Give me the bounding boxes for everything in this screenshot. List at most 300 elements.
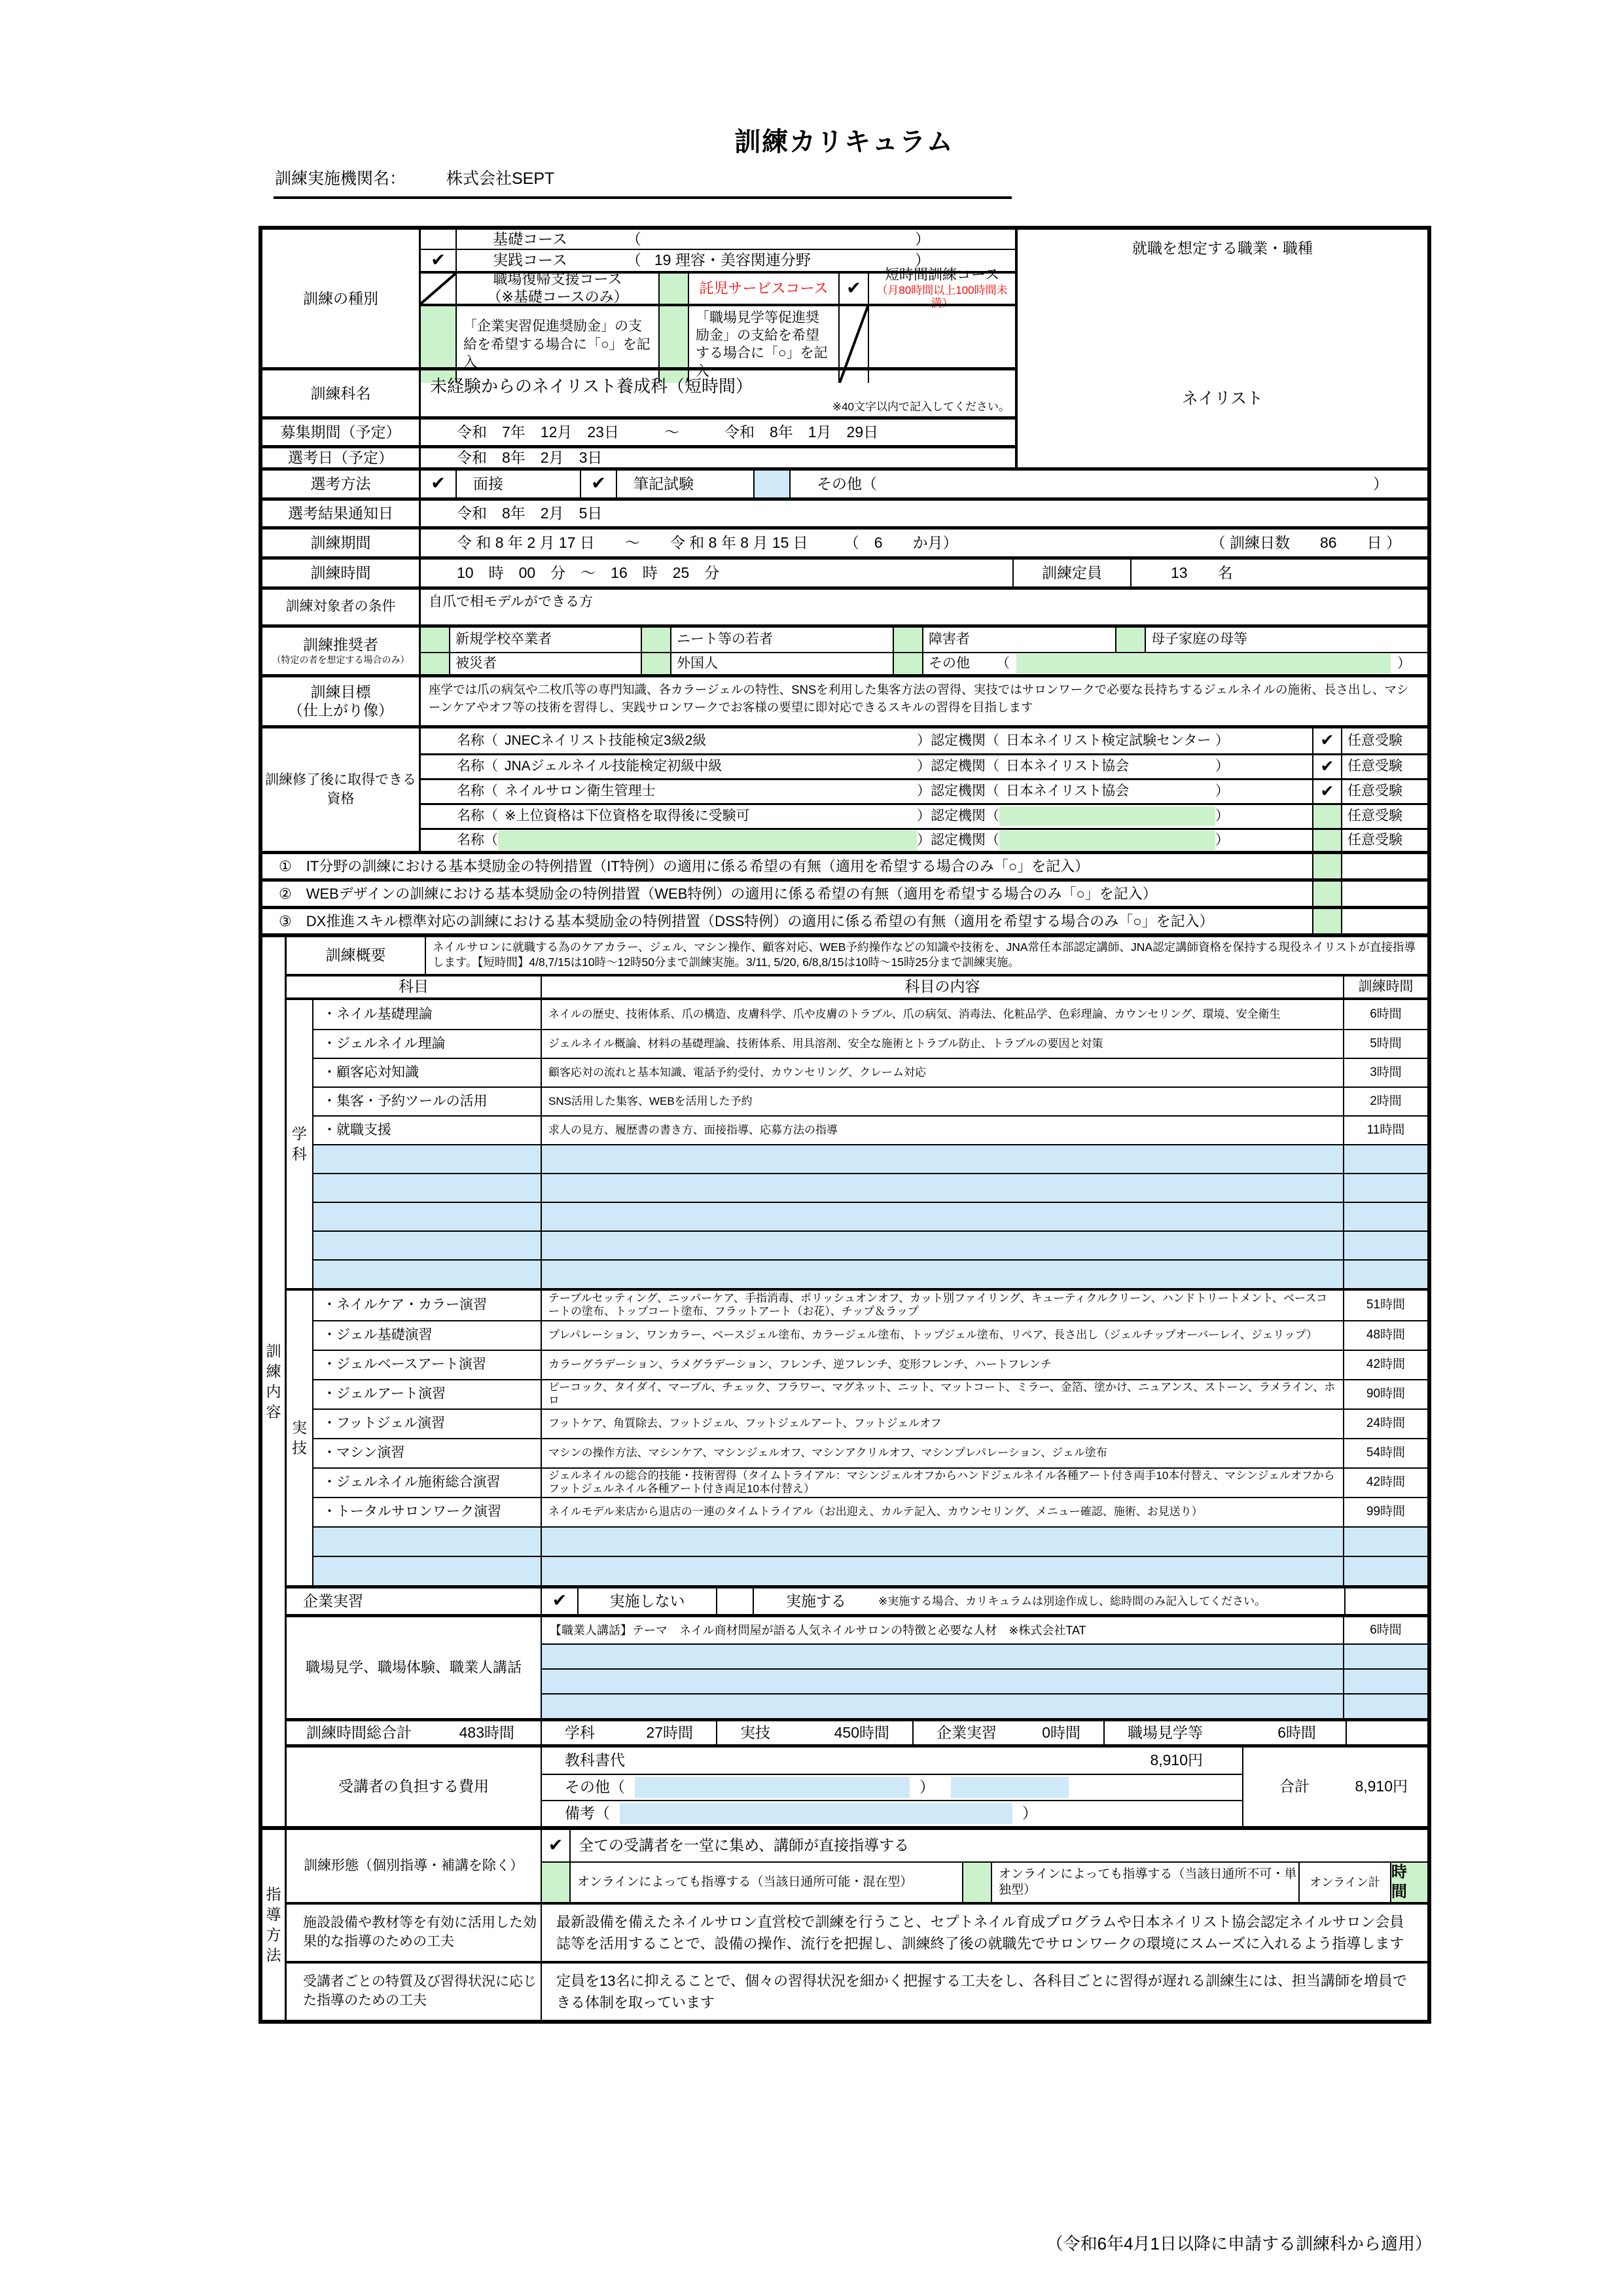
childcare-course-label [689,274,840,304]
subject-row [313,1000,1427,1029]
online-total-label: オンライン計 [1300,1863,1391,1902]
paren: ） [919,1778,935,1796]
overview-row [287,937,1427,974]
other-recommended-label: その他 [929,655,970,671]
other-method-label: その他（ [817,475,877,492]
dss-exception-row [262,906,1427,933]
subject-row [313,1086,1427,1115]
training-period-label: 訓練期間 [262,529,421,556]
checkmark-icon: ✔ [552,1590,567,1611]
totals-workplace-cell [1105,1721,1347,1744]
subject-name [313,1203,542,1230]
qualification-name: JNAジェルネイル技能検定初級中級 [505,759,722,774]
paren: ） [1215,783,1229,799]
practical-course-field: 19 理容・美容関連分野 [654,251,811,269]
subject-name [313,1174,542,1202]
subject-hours [1344,1557,1427,1585]
basic-course-checkbox [421,230,457,249]
course-name-note: ※40文字以内で記入してください。 [832,400,1010,413]
paren: ） [1022,1804,1037,1822]
selection-method-row [262,467,1427,497]
name-label: 名称（ [457,783,498,799]
curriculum-form-table [259,226,1431,2024]
new-graduate-checkbox [421,628,450,652]
target-label: 訓練対象者の条件 [262,590,421,624]
qualification-name-field [498,831,917,850]
optional-exam-checkbox [1312,830,1342,851]
subject-content [542,1174,1344,1202]
training-period-value: 令 和 8 年 2 月 17 日 ～ 令 和 8 年 8 月 15 日 [457,533,808,551]
subject-name [313,1528,542,1556]
foreigner-label: 外国人 [671,653,894,674]
method-section-label [262,1830,287,2020]
subject-hours [1344,1232,1427,1259]
qualification-org-field [999,806,1215,826]
other-method-checkbox [755,471,791,497]
totals-label: 訓練時間総合計 [306,1723,412,1741]
checkmark-icon: ✔ [1320,757,1334,776]
gakka-rows [313,1000,1427,1288]
subject-name: ・ジェルネイル施術総合演習 [313,1469,542,1497]
label: 企業実習 [936,1723,997,1741]
recommended-row [262,624,1427,674]
paren: （ [626,251,641,269]
subject-content [542,1261,1344,1288]
paren: ） [915,230,930,247]
subject-content: 求人の見方、履歴書の書き方、面接指導、応募方法の指導 [542,1117,1344,1144]
optional-exam-checkbox [1312,805,1342,828]
overview-label: 訓練概要 [287,937,426,974]
training-hours-value: 10 時 00 分 ～ 16 時 25 分 [421,560,1014,586]
subject-content: ネイルモデル来店から退店の一連のタイムトライアル（お出迎え、カルテ記入、カウンセリング、メニュー確認、施術、お見送り） [542,1498,1344,1526]
internship-no-label: 実施しない [579,1588,717,1614]
subject-row [313,1467,1427,1497]
subject-content: ピーコック、タイダイ、マーブル、チェック、フラワー、マグネット、ニット、マットコート、ミラー、金箔、塗かけ、ニュアンス、ストーン、ラメライン、ホロ [542,1380,1344,1408]
facility-text: 最新設備を備えたネイルサロン直営校で訓練を行うこと、セプトネイル育成プログラムや日本ネイリスト協会認定ネイルサロン会員誌等を活用することで、設備の操作、流行を把握し、訓練終了後の就職先でサロンワークの環境にスムーズに入れるよう指導します [556,1913,1404,1952]
subject-name [313,1261,542,1288]
org-label: ）認定機関（ [917,808,999,824]
subject-hours: 42時間 [1366,1475,1406,1490]
selection-date-value: 令和 8年 2月 3日 [457,449,603,466]
individual-row [287,1961,1427,2020]
empty-cell [542,1695,1344,1718]
training-form-label: 訓練形態（個別指導・補講を除く） [287,1830,542,1902]
new-graduate-label: 新規学校卒業者 [450,628,642,652]
empty-cell [542,1670,1344,1693]
value: 0時間 [1042,1723,1080,1741]
online-solo-label: オンラインによっても指導する（当該日通所不可・単独型） [992,1863,1300,1902]
workplace-empty-row [542,1643,1427,1668]
organization-line [275,169,554,189]
goal-sublabel: （仕上がり像） [288,702,393,719]
subject-hours: 51時間 [1366,1298,1406,1312]
value: 27時間 [646,1723,693,1741]
result-date-value: 令和 8年 2月 5日 [457,504,603,522]
internship-row [287,1585,1427,1614]
subject-hours: 99時間 [1366,1505,1406,1519]
subject-content [542,1145,1344,1173]
recruit-period-label: 募集期間（予定） [262,420,421,445]
subject-hours: 3時間 [1370,1065,1402,1079]
optional-exam-checkbox [1312,728,1342,753]
paren: ） [1397,655,1411,671]
selection-method-label: 選考方法 [262,471,421,497]
qualifications-row [262,725,1427,851]
disaster-victim-label: 被災者 [450,653,642,674]
qualification-name: JNECネイリスト技能検定3級2級 [505,732,707,748]
subject-name: ・集客・予約ツールの活用 [313,1088,542,1115]
subject-content: テーブルセッティング、ニッパーケア、手指消毒、ポリッシュオンオフ、カット別ファイリング、キューティクルクリーン、ハンドトリートメント、ベースコートの塗布、トップコート塗布、フラットアート（お花）、チップ＆ラップ [542,1291,1344,1320]
goal-label-cell [262,677,421,725]
textbook-label: 教科書代 [565,1751,625,1769]
subject-row [313,1115,1427,1144]
subject-content: ネイルの歴史、技術体系、爪の構造、皮膚科学、爪や皮膚のトラブル、爪の病気、消毒法、化粧品学、色彩理論、カウンセリング、環境、安全衛生 [542,1000,1344,1029]
single-mother-label: 母子家庭の母等 [1151,632,1247,647]
subject-hours [1344,1261,1427,1288]
disabled-label: 障害者 [923,628,1116,652]
single-mother-checkbox [1116,628,1146,652]
costs-block [287,1744,1427,1826]
subject-content: マシンの操作方法、マシンケア、マシンジェルオフ、マシンアクリルオフ、マシンプレパレーション、ジェル塗布 [542,1439,1344,1467]
subject-row [313,1058,1427,1086]
empty-cell [1344,1645,1427,1668]
training-hours-row [262,556,1427,586]
gakka-label [287,1000,313,1288]
goal-row [262,674,1427,725]
subject-row [313,1526,1427,1556]
result-date-row [262,497,1427,526]
subject-hours: 90時間 [1366,1387,1406,1401]
dss-exception-text: ③ DX推進スキル標準対応の訓練における基本奨励金の特例措置（DSS特例）の適用に係る希望の有無（適用を希望する場合のみ「○」を記入） [279,912,1214,929]
online-solo-checkbox [963,1863,992,1902]
paren: （ [996,655,1010,671]
org-label: ）認定機関（ [917,732,999,748]
remarks-row [542,1800,1242,1826]
optional-exam-label: 任意受験 [1347,808,1402,824]
it-exception-row [262,851,1427,878]
workplace-empty-row [542,1668,1427,1693]
org-label: ）認定機関（ [917,759,999,774]
subject-content: 顧客応対の流れと基本知識、電話予約受付、カウンセリング、クレーム対応 [542,1059,1344,1086]
optional-exam-checkbox [1312,780,1342,803]
optional-exam-label: 任意受験 [1347,832,1402,848]
facility-label: 施設設備や教材等を有効に活用した効果的な指導のための工夫 [287,1905,542,1961]
training-days-value: （ 訓練日数 86 日 ） [1210,533,1401,551]
course-name-cell [421,370,1015,416]
other-cost-field [635,1777,910,1798]
capacity-label: 訓練定員 [1014,560,1132,586]
other-recommended-field [1016,654,1391,673]
subject-name: ・ジェルアート演習 [313,1380,542,1408]
goal-label: 訓練目標 [310,683,371,700]
label: 託児サービスコース [699,279,829,296]
totals-value: 483時間 [459,1723,514,1741]
subject-name: ・ネイル基礎理論 [313,1000,542,1029]
subject-name: ・ジェル基礎演習 [313,1321,542,1350]
internship-no-checkbox [542,1588,579,1614]
totals-gakka-cell [542,1721,717,1744]
lecture-text: 【職業人講話】テーマ ネイル商材問屋が語る人気ネイルサロンの特徴と必要な人材 ※株式会社TAT [542,1617,1344,1643]
short-course-checkbox [840,274,869,304]
interview-label: 面接 [457,471,581,497]
empty-cell [1344,1670,1427,1693]
online-mixed-checkbox [542,1863,571,1902]
workplace-block [287,1614,1427,1718]
subject-name: ・就職支援 [313,1117,542,1144]
internship-label: 企業実習 [287,1588,542,1614]
qualification-row [421,728,1427,753]
cost-total-cell [1243,1748,1427,1826]
note: （※基礎コースのみ） [487,288,628,305]
empty-cell [1344,1695,1427,1718]
vertical-label: 学科 [292,1124,307,1162]
checkmark-icon: ✔ [1320,781,1334,800]
individual-text: 定員を13名に抑えることで、個々の習得状況を細かく把握する工夫をし、各科目ごとに習得が遅れる訓練生には、担当講師を増員できる体制を取っています [556,1972,1408,2011]
subject-content: SNS活用した集客、WEBを活用した予約 [542,1088,1344,1115]
qualification-row [421,753,1427,778]
qualification-org: 日本ネイリスト検定試験センター [1006,732,1211,748]
subject-hours [1344,1145,1427,1173]
paren: （ [626,230,641,247]
training-form-row [287,1830,1427,1902]
subject-name: ・ジェルベースアート演習 [313,1351,542,1379]
label: 実技 [740,1723,770,1741]
label: 職場復帰支援コース [493,271,622,288]
subject-name: ・ネイルケア・カラー演習 [313,1291,542,1320]
subject-content: プレパレーション、ワンカラー、ベースジェル塗布、カラージェル塗布、トップジェル塗布、リペア、長さ出し（ジェルチップオーバーレイ、ジェリップ） [542,1321,1344,1350]
training-type-label: 訓練の種別 [262,230,421,367]
subject-content: ジェルネイル概論、材料の基礎理論、技術体系、用具溶剤、安全な施術とトラブル防止、トラブルの要因と対策 [542,1030,1344,1058]
remarks-label: 備考（ [565,1804,610,1822]
basic-course-label: 基礎コース [493,230,567,247]
name-label: 名称（ [457,732,498,748]
subject-content [542,1557,1344,1585]
subject-content [542,1232,1344,1259]
subject-row [313,1320,1427,1350]
empty-cell [1347,1721,1427,1744]
content-col-header: 科目の内容 [542,977,1344,997]
selection-date-label: 選考日（予定） [262,448,421,467]
disabled-checkbox [894,628,923,652]
name-label: 名称（ [457,759,498,774]
written-test-label: 筆記試験 [617,471,755,497]
web-exception-entry-cell [1312,882,1342,906]
subject-row [313,1379,1427,1408]
other-cost-label: その他（ [565,1778,625,1796]
paren: ） [1215,832,1229,848]
optional-exam-label: 任意受験 [1347,759,1402,774]
qualification-org: 日本ネイリスト協会 [1006,759,1130,774]
subject-name: ・ジェルネイル理論 [313,1030,542,1058]
vertical-label: 指導方法 [266,1885,281,1964]
costs-label: 受講者の負担する費用 [287,1748,542,1826]
optional-exam-checkbox [1312,755,1342,778]
checkmark-icon: ✔ [1320,731,1334,750]
facility-row [287,1902,1427,1961]
name-label: 名称（ [457,808,498,824]
web-exception-row [262,878,1427,906]
organization-name: 株式会社SEPT [446,170,555,188]
lecture-row [542,1617,1427,1643]
jitsugi-label [287,1291,313,1585]
curriculum-section [262,933,1427,1826]
paren: ） [1215,759,1229,774]
subject-row [313,1497,1427,1526]
empty-cell [542,1645,1344,1668]
label: 職場見学等 [1128,1723,1203,1741]
subject-name: ・トータルサロンワーク演習 [313,1498,542,1526]
org-label: ）認定機関（ [917,832,999,848]
organization-label: 訓練実施機関名： [275,170,406,188]
course-name-label: 訓練科名 [262,370,421,416]
basic-course-line [457,230,1015,249]
name-label: 名称（ [457,832,498,848]
other-recommended-line [923,653,1427,674]
empty-cell [1342,909,1427,933]
dss-exception-entry-cell [1312,909,1342,933]
jitsugi-block [287,1288,1427,1585]
checkmark-icon: ✔ [431,473,446,493]
internship-yes-label: 実施する [786,1592,846,1609]
paren: ） [915,251,930,269]
cost-total-label: 合計 [1279,1778,1310,1795]
recruit-period-row [262,416,1015,445]
note: （月80時間以上100時間未満） [876,283,1008,310]
neet-label: ニート等の若者 [671,628,894,652]
lecture-hours: 6時間 [1370,1623,1402,1637]
direct-teaching-row [542,1830,1427,1861]
page-title: 訓練カリキュラム [734,128,954,156]
other-cost-amount-field [951,1777,1069,1798]
subject-row [313,1408,1427,1438]
top-block [262,230,1427,467]
qualification-row [421,828,1427,851]
subject-row [313,1173,1427,1202]
web-exception-text: ② WEBデザインの訓練における基本奨励金の特例措置（WEB特例）の適用に係る希望の有無（適用を希望する場合のみ「○」を記入） [279,885,1157,902]
totals-row [287,1718,1427,1744]
empty-cell [1342,882,1427,906]
written-test-checkbox [581,471,617,497]
subject-hours [1344,1174,1427,1202]
course-name-value: 未経験からのネイリスト養成科（短時間） [430,376,753,396]
subject-row [313,1230,1427,1259]
qualification-name: ※上位資格は下位資格を取得後に受験可 [505,808,750,824]
training-hours-label: 訓練時間 [262,560,421,586]
jitsugi-rows [313,1291,1427,1585]
goal-text: 座学では爪の病気や二枚爪等の専門知識、各カラージェルの特性、SNSを利用した集客方法の習得、実技ではサロンワークで必要な長持ちするジェルネイルの施術、長さ出し、マシーンケアやオフ等の技術を習得し、実践サロンワークでお客様の要望に即対応できるスキルの習得を目指します [429,682,1409,714]
return-course-label [457,271,660,305]
qualifications-label: 訓練修了後に取得できる資格 [262,728,421,851]
training-period-row [262,526,1427,556]
expected-job-column [1015,230,1427,467]
gakka-block [287,1000,1427,1288]
childcare-course-checkbox [660,274,689,304]
method-section [262,1826,1427,2020]
direct-teaching-checkbox [542,1830,571,1861]
subject-content: カラーグラデーション、ラメグラデーション、フレンチ、逆フレンチ、変形フレンチ、ハートフレンチ [542,1351,1344,1379]
individual-label: 受講者ごとの特質及び習得状況に応じた指導のための工夫 [287,1964,542,2020]
practical-course-checkbox [421,250,457,271]
qualification-org: 日本ネイリスト協会 [1006,783,1130,799]
label: 短時間訓練コース [885,266,999,283]
cost-total-value: 8,910円 [1355,1778,1408,1795]
neet-checkbox [642,628,671,652]
subject-name: ・顧客応対知識 [313,1059,542,1086]
target-row [262,586,1427,624]
workplace-label: 職場見学、職場体験、職業人講話 [287,1617,542,1718]
qualification-row [421,803,1427,828]
checkmark-icon: ✔ [548,1835,563,1855]
other-cost-row [542,1774,1242,1800]
subject-hours: 11時間 [1366,1122,1405,1137]
it-exception-text: ① IT分野の訓練における基本奨励金の特例措置（IT特例）の適用に係る希望の有無（適用を希望する場合のみ「○」を記入） [279,857,1090,874]
online-mixed-label: オンラインによっても指導する（当該日通所可能・混在型） [571,1863,963,1902]
subject-header-row [287,974,1427,1000]
it-exception-entry-cell [1312,854,1342,878]
qualification-org-field [999,831,1215,850]
subject-content: ジェルネイルの総合的技能・技術習得（タイムトライアル：マシンジェルオフからハンドジェルネイル各種アート付き両手10本付替え、マシンジェルオフからフットジェルネイル各種アート付き両足10本付替え） [542,1469,1344,1497]
vertical-label: 実技 [292,1418,307,1456]
recommended-label-cell [262,628,421,674]
online-teaching-row [542,1861,1427,1902]
subject-hours: 42時間 [1366,1357,1406,1372]
course-name-row [262,367,1015,416]
qualification-name: ネイルサロン衛生管理士 [505,783,656,799]
subject-hours: 54時間 [1366,1446,1406,1460]
direct-teaching-label: 全ての受講者を一堂に集め、講師が直接指導する [579,1837,910,1854]
internship-hours-cell [1344,1588,1427,1614]
subject-name [313,1232,542,1259]
practical-course-label: 実践コース [493,251,567,269]
subject-row [313,1556,1427,1585]
subject-name [313,1557,542,1585]
remarks-field [620,1803,1012,1824]
checkmark-icon: ✔ [431,249,446,270]
optional-exam-label: 任意受験 [1347,783,1402,799]
optional-exam-label: 任意受験 [1347,732,1402,748]
subject-hours: 5時間 [1370,1036,1402,1050]
expected-job-header: 就職を想定する職業・職種 [1132,240,1313,257]
organization-underline [274,196,1012,199]
recommended-sublabel: （特定の者を想定する場合のみ） [272,654,410,665]
selection-date-row [262,445,1015,467]
foreigner-checkbox [642,653,671,674]
other-method-line [791,471,1427,497]
subject-hours [1344,1528,1427,1556]
value: 6時間 [1277,1723,1316,1741]
textbook-row [542,1748,1242,1774]
subject-col-header: 科目 [287,977,542,997]
recruit-period-value: 令和 7年 12月 23日 ～ 令和 8年 1月 29日 [457,423,879,441]
application-note: （令和6年4月1日以降に申請する訓練科から適用） [1046,2234,1432,2253]
subject-content [542,1528,1344,1556]
subject-row [313,1291,1427,1320]
other-recommended-checkbox [894,653,923,674]
subject-row [313,1350,1427,1379]
subject-row [313,1144,1427,1173]
totals-label-cell [287,1721,542,1744]
subject-name: ・フットジェル演習 [313,1410,542,1438]
org-label: ）認定機関（ [917,783,999,799]
internship-note: ※実施する場合、カリキュラムは別途作成し、総時間のみ記入してください。 [878,1594,1266,1607]
subject-hours [1344,1203,1427,1230]
training-period-line [421,529,1427,556]
subject-name [313,1145,542,1173]
qualification-row [421,778,1427,803]
subject-hours: 2時間 [1370,1094,1402,1108]
target-value: 自爪で相モデルができる方 [429,594,593,609]
checkmark-icon: ✔ [591,473,606,493]
